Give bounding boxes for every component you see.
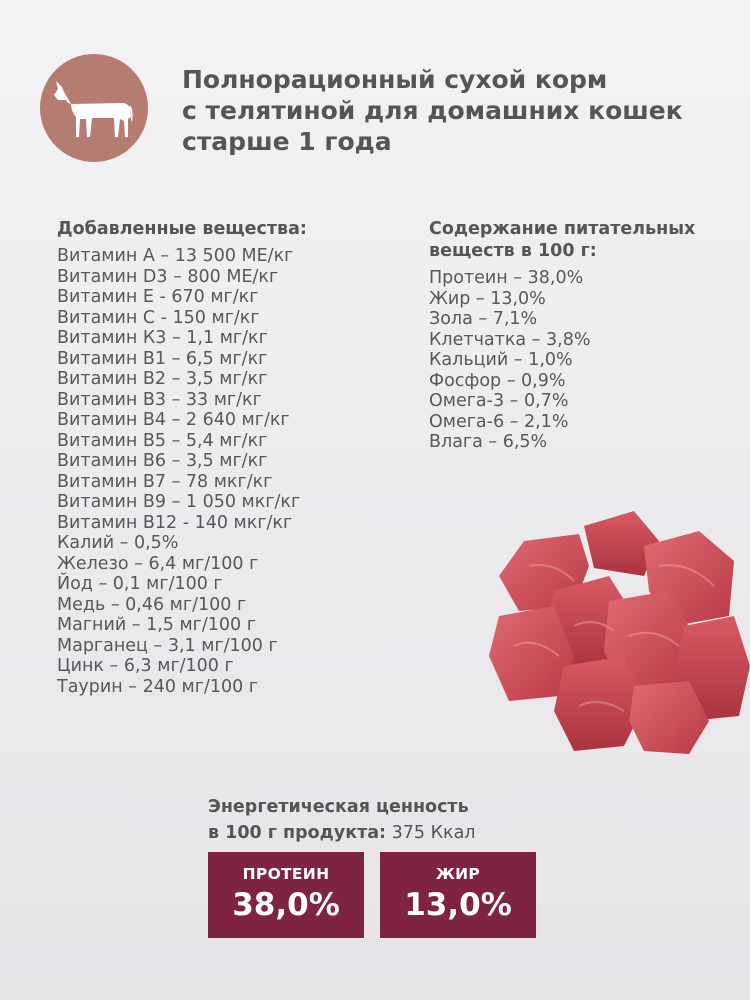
nutrients-heading xyxy=(429,218,729,262)
energy-value xyxy=(208,794,608,846)
nutrients-section xyxy=(429,218,729,453)
protein-badge-label: ПРОТЕИН xyxy=(242,865,330,883)
nutrient-item: Омега-6 – 2,1% xyxy=(429,411,569,432)
additive-item: Витамин В7 – 78 мкг/кг xyxy=(57,471,273,492)
additives-heading: Добавленные вещества: xyxy=(57,219,307,239)
title-line: Полнорационный сухой корм xyxy=(182,65,608,94)
nutrient-item: Жир – 13,0% xyxy=(429,288,546,309)
additive-item: Витамин В3 – 33 мг/кг xyxy=(57,389,262,410)
additive-item: Калий – 0,5% xyxy=(57,533,179,553)
nutrient-item: Клетчатка – 3,8% xyxy=(429,329,591,350)
additive-item: Витамин В1 – 6,5 мг/кг xyxy=(57,348,268,369)
title-line: старше 1 года xyxy=(182,127,392,156)
protein-badge-value: 38,0% xyxy=(232,887,340,923)
additive-item: Витамин В2 – 3,5 мг/кг xyxy=(57,369,268,389)
nutrient-item: Влага – 6,5% xyxy=(429,432,548,452)
additive-item: Витамин В6 – 3,5 мг/кг xyxy=(57,451,268,471)
meat-image xyxy=(484,506,750,756)
additive-item: Витамин А – 13 500 МЕ/кг xyxy=(57,246,294,266)
title-line: с телятиной для домашних кошек xyxy=(182,96,683,125)
nutrients-heading-line: Содержание питательных xyxy=(429,219,696,239)
additive-item: Витамин С - 150 мг/кг xyxy=(57,307,260,328)
additive-item: Витамин В9 – 1 050 мкг/кг xyxy=(57,492,301,512)
fat-badge xyxy=(380,852,536,938)
energy-line xyxy=(208,820,608,846)
additive-item: Таурин – 240 мг/100 г xyxy=(57,676,258,697)
calf-badge xyxy=(40,54,148,162)
nutrients-heading-line: веществ в 100 г: xyxy=(429,241,597,261)
fat-badge-value: 13,0% xyxy=(404,887,512,923)
additive-item: Медь – 0,46 мг/100 г xyxy=(57,594,247,615)
additive-item: Железо – 6,4 мг/100 г xyxy=(57,553,259,574)
additive-item: Цинк – 6,3 мг/100 г xyxy=(57,656,234,676)
additive-item: Витамин В12 - 140 мкг/кг xyxy=(57,512,293,533)
nutrient-item: Зола – 7,1% xyxy=(429,309,538,329)
nutrient-item: Омега-3 – 0,7% xyxy=(429,391,569,411)
additive-item: Витамин D3 – 800 МЕ/кг xyxy=(57,266,279,287)
energy-heading: Энергетическая ценность xyxy=(208,797,469,817)
calf-icon xyxy=(52,73,136,143)
nutrient-item: Кальций – 1,0% xyxy=(429,350,573,370)
fat-badge-label: ЖИР xyxy=(435,865,481,883)
additive-item: Витамин Е - 670 мг/кг xyxy=(57,287,259,307)
additive-item: Магний – 1,5 мг/100 г xyxy=(57,615,256,635)
energy-kcal: 375 Ккал xyxy=(386,823,476,843)
additive-item: Марганец – 3,1 мг/100 г xyxy=(57,635,278,656)
protein-badge xyxy=(208,852,364,938)
additive-item: Витамин В4 – 2 640 мг/кг xyxy=(57,410,290,430)
additive-item: Йод – 0,1 мг/100 г xyxy=(57,574,223,594)
page-title xyxy=(182,64,727,157)
additive-item: Витамин К3 – 1,1 мг/кг xyxy=(57,328,268,348)
additives-section xyxy=(57,218,407,697)
energy-label: в 100 г продукта: xyxy=(208,823,387,843)
additive-item: Витамин В5 – 5,4 мг/кг xyxy=(57,430,268,451)
nutrient-item: Фосфор – 0,9% xyxy=(429,370,566,391)
nutrient-item: Протеин – 38,0% xyxy=(429,268,584,288)
